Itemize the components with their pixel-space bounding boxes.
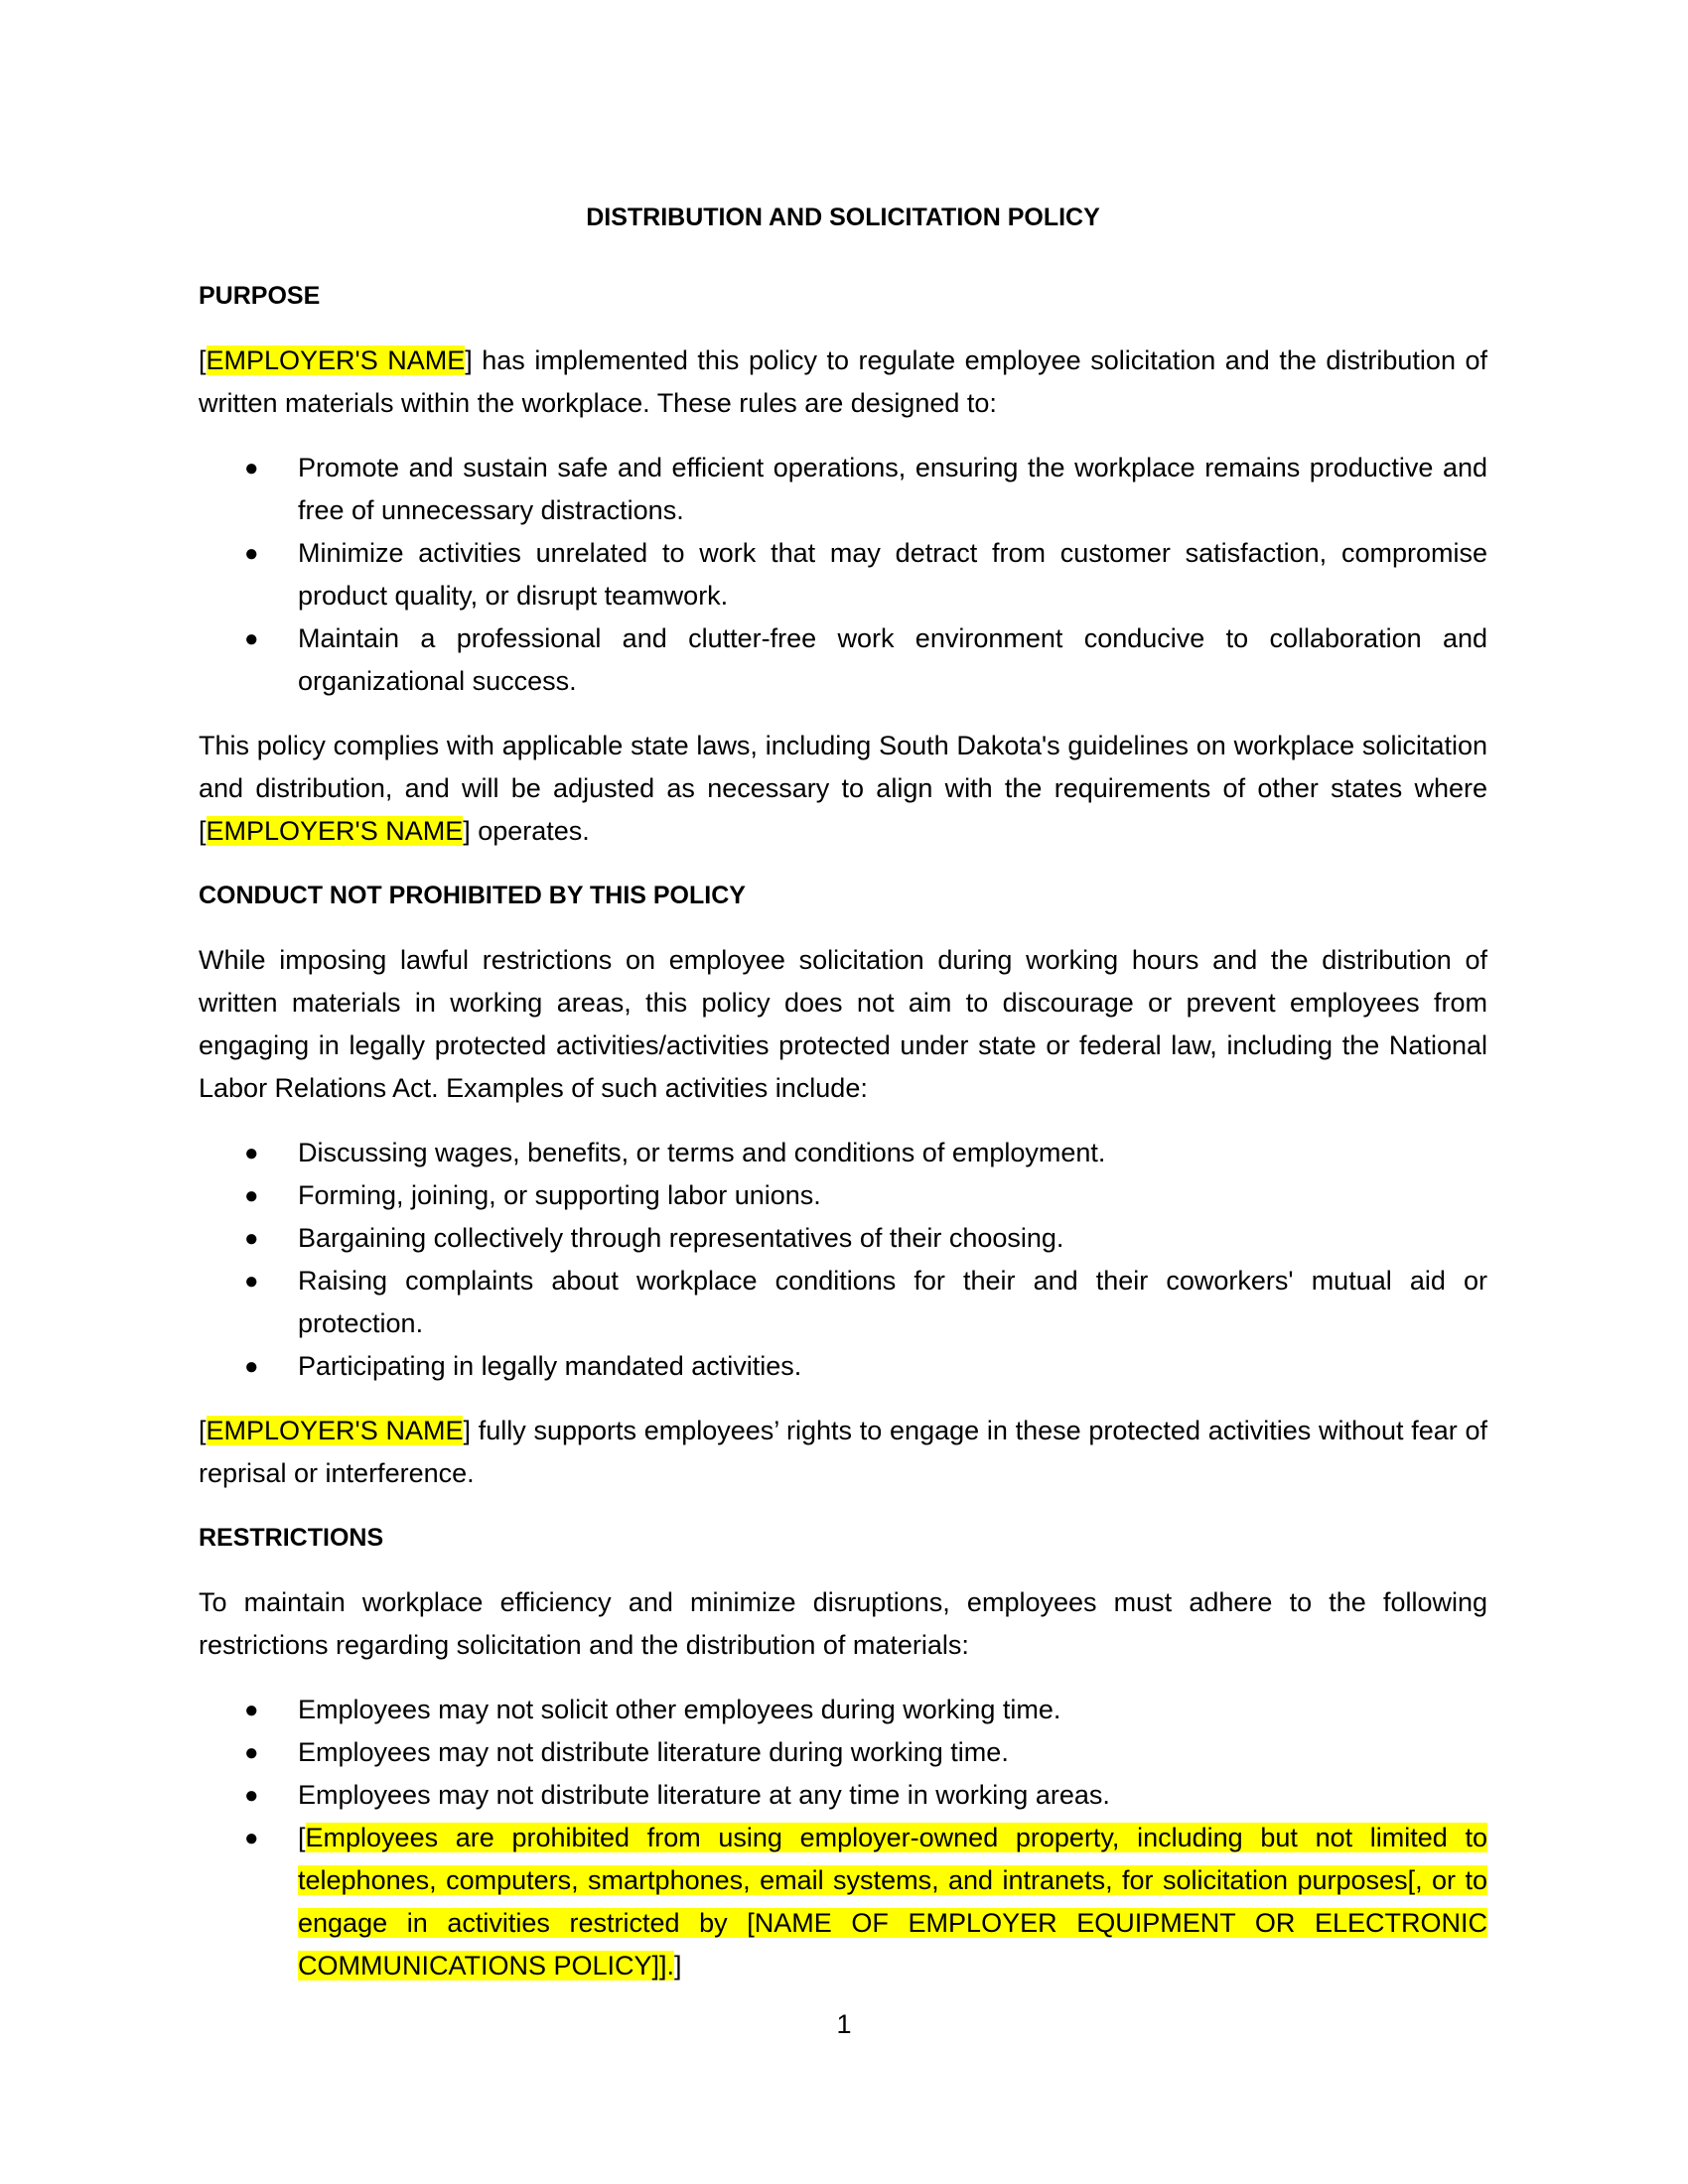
employer-name-placeholder: EMPLOYER'S NAME [206,345,466,375]
compliance-text-end: ] operates. [463,816,590,846]
list-item [199,1217,1487,1260]
bullet-icon: ● [244,455,259,481]
open-bracket: [ [199,1416,207,1445]
conduct-bullet-list [199,1132,1487,1388]
section-heading-purpose: PURPOSE [199,282,321,310]
bullet-icon: ● [244,1697,259,1723]
conduct-support [199,1410,1487,1495]
list-item-text: Employees may not distribute literature at any time in working areas. [298,1780,1110,1810]
open-bracket: [ [199,345,207,375]
bullet-icon: ● [244,1782,259,1809]
list-item [199,1774,1487,1817]
open-bracket: [ [298,1823,306,1852]
optional-clause-highlight: Employees are prohibited from using employer-owned property, including but not limited to telephones, computers, smartphones, email systems, and intranets, for solicitation purposes[, or to engage in activities restricted by [NAME OF EMPLOYER EQUIPMENT OR ELECTRONIC COMMUNICATIONS POLICY]]. [298,1823,1487,1980]
employer-name-placeholder: EMPLOYER'S NAME [206,816,464,846]
purpose-compliance [199,725,1487,853]
list-item [199,447,1487,532]
list-item-text: Discussing wages, benefits, or terms and conditions of employment. [298,1138,1106,1167]
restrictions-intro: To maintain workplace efficiency and minimize disruptions, employees must adhere to the following restrictions regarding solicitation and the distribution of materials: [199,1587,1487,1660]
purpose-intro [199,340,1487,425]
compliance-text: This policy complies with applicable state laws, including South Dakota's guidelines on workplace solicitation and distribution, and will be adjusted as necessary to align with the requirements of other states where [ [199,731,1487,846]
section-heading-conduct: CONDUCT NOT PROHIBITED BY THIS POLICY [199,882,746,909]
purpose-intro-text: ] has implemented this policy to regulate employee solicitation and the distribution of written materials within the workplace. These rules are designed to: [199,345,1487,418]
bullet-icon: ● [244,1225,259,1252]
employer-name-placeholder: EMPLOYER'S NAME [206,1416,464,1445]
list-item [199,1345,1487,1388]
restrictions-bullet-list [199,1689,1487,1987]
list-item-text: Employees may not distribute literature during working time. [298,1737,1009,1767]
bullet-icon: ● [244,1825,259,1851]
list-item [199,1689,1487,1731]
list-item-text: Participating in legally mandated activities. [298,1351,802,1381]
close-bracket: ] [674,1951,682,1980]
bullet-icon: ● [244,540,259,567]
list-item [199,1174,1487,1217]
document-title: DISTRIBUTION AND SOLICITATION POLICY [586,204,1100,231]
list-item-text: Raising complaints about workplace conditions for their and their coworkers' mutual aid or protection. [298,1266,1487,1338]
list-item [199,1731,1487,1774]
list-item [199,617,1487,703]
bullet-icon: ● [244,1182,259,1209]
list-item-text: Minimize activities unrelated to work that may detract from customer satisfaction, compromise product quality, or disrupt teamwork. [298,538,1487,611]
list-item [199,1260,1487,1345]
bullet-icon: ● [244,1140,259,1166]
list-item [199,1132,1487,1174]
bullet-icon: ● [244,625,259,652]
bullet-icon: ● [244,1739,259,1766]
bullet-icon: ● [244,1268,259,1295]
list-item [199,532,1487,617]
list-item-text: Bargaining collectively through representatives of their choosing. [298,1223,1064,1253]
document-body [199,197,1487,2009]
conduct-intro: While imposing lawful restrictions on employee solicitation during working hours and the distribution of written materials in working areas, this policy does not aim to discourage or prevent employees from engaging in legally protected activities/activities protected under state or federal law, including the National Labor Relations Act. Examples of such activities include: [199,945,1487,1103]
purpose-bullet-list [199,447,1487,703]
section-heading-restrictions: RESTRICTIONS [199,1524,384,1552]
list-item-text: Forming, joining, or supporting labor unions. [298,1180,821,1210]
list-item-text: Maintain a professional and clutter-free work environment conducive to collaboration and organizational success. [298,623,1487,696]
list-item-text: Promote and sustain safe and efficient operations, ensuring the workplace remains productive and free of unnecessary distractions. [298,453,1487,525]
support-text: ] fully supports employees’ rights to engage in these protected activities without fear of reprisal or interference. [199,1416,1488,1488]
list-item [199,1817,1487,1987]
page-number: 1 [836,2009,852,2039]
list-item-text: Employees may not solicit other employees during working time. [298,1695,1061,1724]
bullet-icon: ● [244,1353,259,1380]
